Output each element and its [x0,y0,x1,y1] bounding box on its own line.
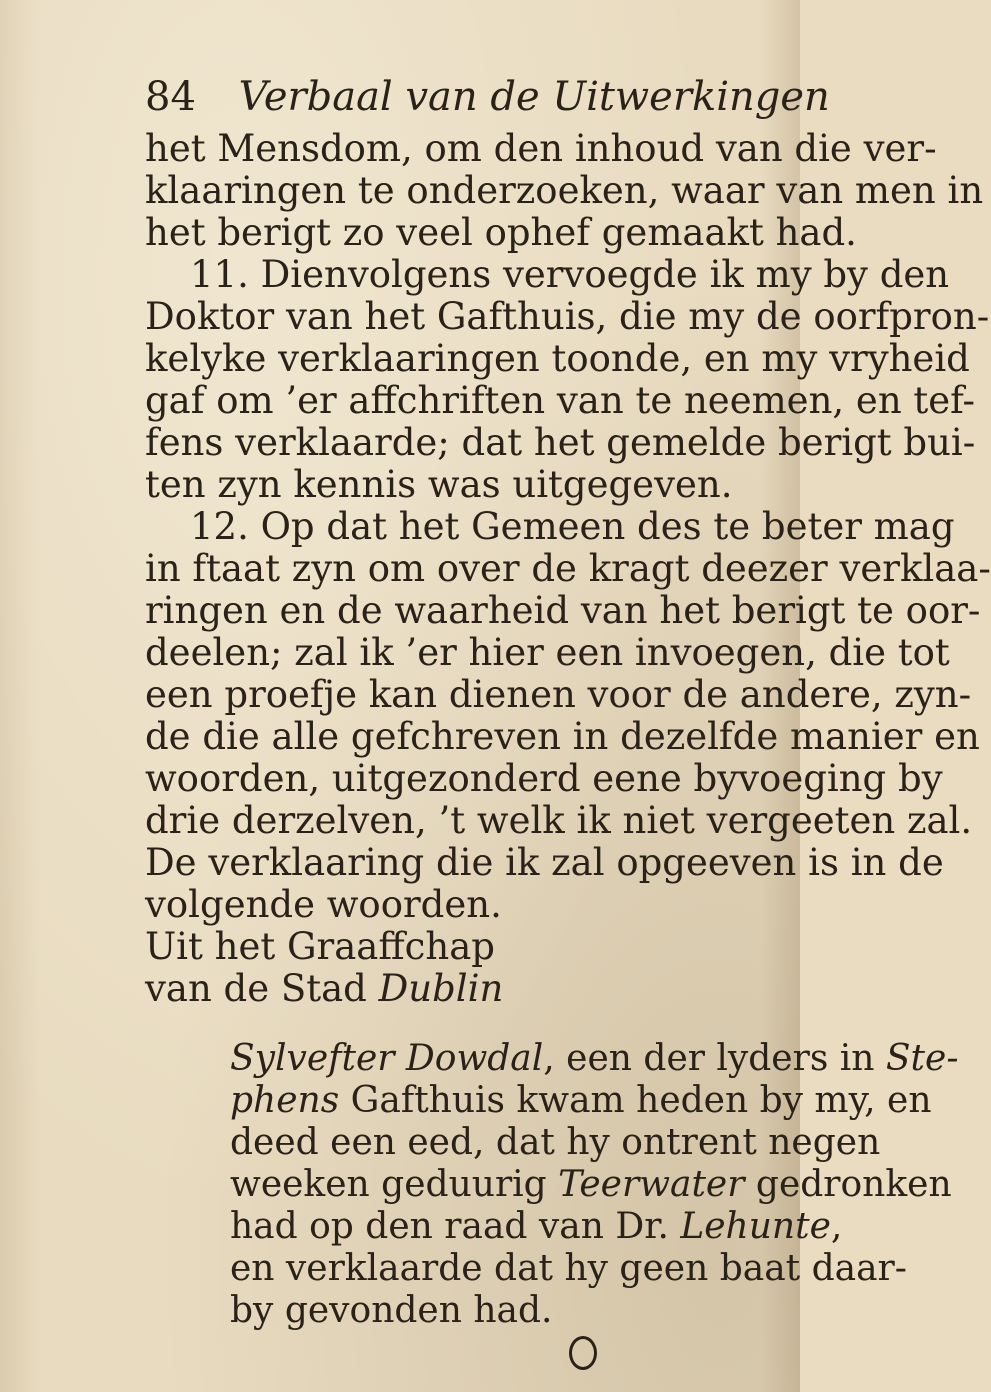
running-header [145,74,830,120]
text-line: deelen; zal ik ’er hier een invoegen, die tot [145,631,950,674]
statement-text: weeken geduurig [230,1164,559,1205]
person-name: Sylvefter Dowdal [230,1038,544,1079]
statement-text: had op den raad van Dr. [230,1206,681,1247]
text-line: het Mensdom, om den inhoud van die ver- [145,127,937,170]
statement-line [230,1206,842,1248]
remedy-name: Teerwater [558,1164,745,1205]
text-line: De verklaaring die ik zal opgeeven is in de [145,841,944,884]
text-line: de die alle gefchreven in dezelfde manier en [145,715,980,758]
text-line: kelyke verklaaringen toonde, en my vryheid [145,337,970,380]
statement-line: en verklaarde dat hy geen baat daar- [230,1248,907,1289]
text-line: klaaringen te onderzoeken, waar van men in [145,169,984,212]
text-line: 11. Dienvolgens vervoegde ik my by den [190,253,950,296]
text-line: 12. Op dat het Gemeen des te beter mag [190,505,955,548]
place-line-2 [145,968,503,1010]
place-city: Dublin [378,967,504,1010]
text-line: fens verklaarde; dat het gemelde berigt bui- [145,421,976,464]
doctor-name: Lehunte [680,1206,831,1247]
running-title: Verbaal van de Uitwerkingen [238,74,830,120]
text-line: in ftaat zyn om over de kragt deezer verklaa- [145,547,991,590]
statement-line: deed een eed, dat hy ontrent negen [230,1122,881,1163]
text-line: een proefje kan dienen voor de andere, zyn- [145,673,972,716]
text-line: woorden, uitgezonderd eene byvoeging by [145,757,943,800]
statement-line [230,1164,952,1206]
statement-line [230,1038,959,1080]
text-line: ringen en de waarheid van het berigt te oor- [145,589,981,632]
mark-circle-icon [569,1336,597,1370]
text-line: ten zyn kennis was uitgegeven. [145,463,733,506]
statement-line: by gevonden had. [230,1290,553,1331]
text-line: Doktor van het Gafthuis, die my de oorfpron- [145,295,990,338]
statement-line [230,1080,932,1122]
statement-text: , een der lyders in [543,1038,886,1079]
page-number: 84 [145,74,196,120]
hospital-name: Ste- [885,1038,959,1079]
text-line: gaf om ’er affchriften van te neemen, en tef- [145,379,976,422]
text-line: drie derzelven, ’t welk ik niet vergeeten zal. [145,799,973,842]
place-prefix: van de Stad [145,967,379,1010]
statement-text: , [830,1206,843,1247]
statement-text: gedronken [744,1164,952,1205]
place-line-1: Uit het Graaffchap [145,925,495,968]
text-line: het berigt zo veel ophef gemaakt had. [145,211,857,254]
text-line: volgende woorden. [145,883,502,926]
statement-text: Gafthuis kwam heden by my, en [339,1080,932,1121]
hospital-name: phens [230,1080,340,1121]
